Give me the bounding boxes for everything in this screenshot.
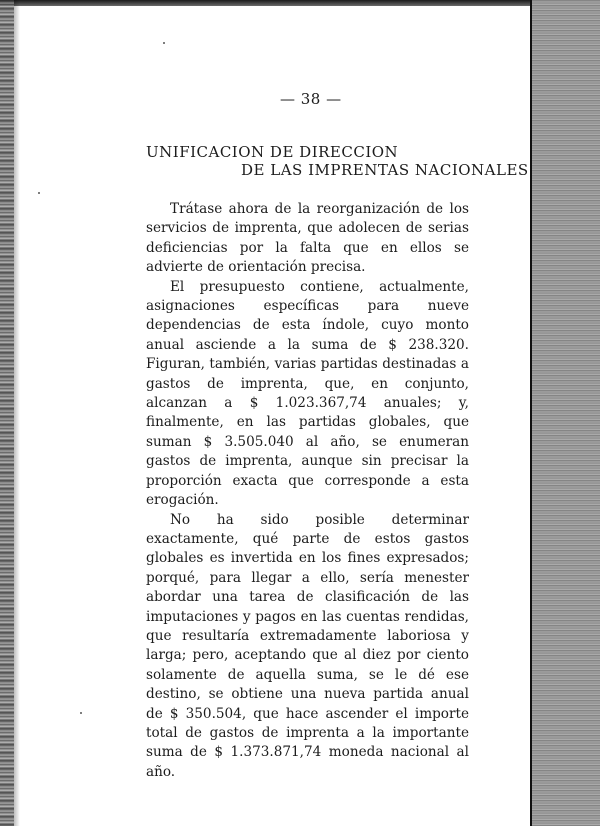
paragraph: No ha sido posible determinar exactamente, qué parte de estos gastos globales es invertida en los fines expresados; porqué, para llegar a ello, sería menester abordar una tarea de clasificación de las imputaciones y pagos en las cuentas rendidas, que resultaría extremadamente laboriosa y larga; pero, aceptando que al diez por ciento solamente de aquella suma, se le dé ese destino, se obtiene una nueva partida anual de $ 350.504, que hace ascender el importe total de gastos de imprenta a la importante suma de $ 1.373.871,74 moneda nacional al año. [146, 511, 469, 780]
paper-speck [38, 192, 40, 194]
body-text [146, 200, 469, 782]
section-heading-line-2: DE LAS IMPRENTAS NACIONALES [241, 161, 529, 179]
paper-speck [163, 42, 165, 44]
page-number: — 38 — [280, 90, 342, 108]
page-stack-edge [532, 0, 600, 826]
book-binding-edge [0, 0, 14, 826]
paragraph: Trátase ahora de la reorganización de los servicios de imprenta, que adolecen de serias deficiencias por la falta que en ellos se advierte de orientación precisa. [146, 201, 469, 276]
section-heading-line-1: UNIFICACION DE DIRECCION [146, 143, 399, 161]
binding-shadow [14, 0, 20, 826]
paragraph: El presupuesto contiene, actualmente, asignaciones específicas para nueve dependencias de esta índole, cuyo monto anual asciende a la suma de $ 238.320. Figuran, también, varias partidas destinadas a gastos de imprenta, que, en conjunto, alcanzan a $ 1.023.367,74 anuales; y, finalmente, en las partidas globales, que suman $ 3.505.040 al año, se enumeran gastos de imprenta, aunque sin precisar la proporción exacta que corresponde a esta erogación. [146, 278, 469, 509]
paper-speck [80, 712, 82, 714]
page-top-edge [0, 0, 600, 6]
